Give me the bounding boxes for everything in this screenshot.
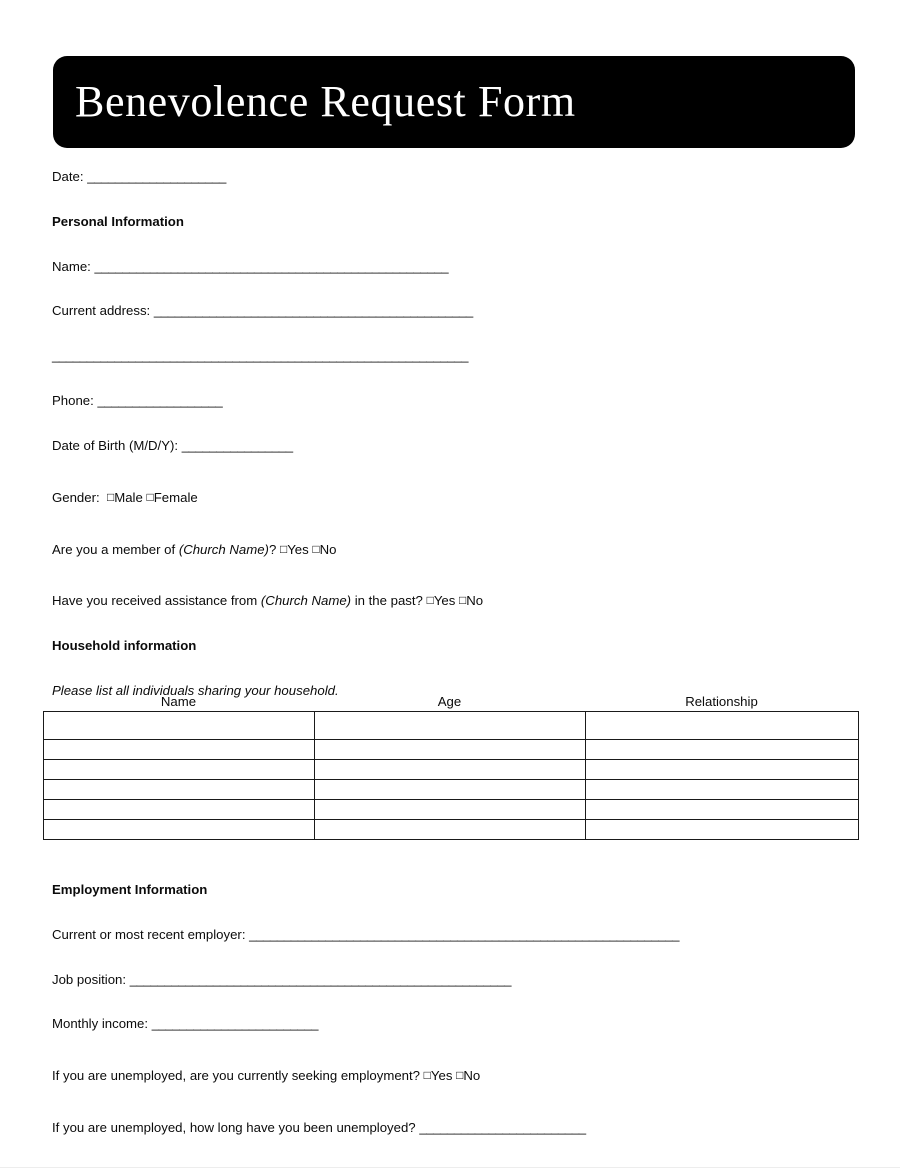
table-cell-age[interactable] — [315, 740, 586, 760]
employment-information-heading: Employment Information — [52, 882, 208, 897]
membership-question-prefix: Are you a member of — [52, 541, 179, 557]
membership-option-yes-label: Yes — [287, 541, 309, 557]
table-cell-age[interactable] — [315, 780, 586, 800]
name-fill-line[interactable]: ___________________________________________________ — [94, 258, 449, 274]
household-table-header-row — [43, 694, 858, 709]
job-position-label: Job position: — [52, 971, 130, 987]
table-cell-name[interactable] — [44, 800, 315, 820]
column-header-age: Age — [437, 694, 462, 709]
monthly-income-fill-line[interactable]: ________________________ — [151, 1016, 319, 1032]
table-cell-relationship[interactable] — [586, 760, 859, 780]
column-header-relationship: Relationship — [685, 694, 758, 709]
household-information-heading: Household information — [52, 638, 197, 654]
table-cell-relationship[interactable] — [586, 820, 859, 840]
table-row — [44, 760, 859, 780]
date-field-row — [52, 168, 862, 186]
seeking-employment-option-no-label: No — [463, 1068, 481, 1084]
personal-information-heading: Personal Information — [52, 213, 184, 229]
checkbox-membership-no[interactable]: □ — [312, 541, 320, 556]
unemployment-duration-question: If you are unemployed, how long have you been unemployed? — [52, 1120, 420, 1136]
address-second-line-row — [52, 347, 862, 365]
table-cell-age[interactable] — [315, 712, 586, 740]
gender-field-row — [52, 489, 862, 507]
checkbox-membership-yes[interactable]: □ — [279, 541, 288, 556]
address-fill-line-2[interactable]: ____________________________________________________________ — [52, 348, 469, 364]
date-label: Date: — [52, 169, 88, 184]
name-field-row — [52, 258, 862, 276]
employer-fill-line[interactable]: ______________________________________________________________ — [249, 926, 680, 942]
name-label: Name: — [52, 258, 95, 274]
gender-option-female-label: Female — [153, 489, 198, 505]
checkbox-seeking-employment-yes[interactable]: □ — [423, 1068, 431, 1083]
date-of-birth-field-row — [52, 437, 862, 455]
seeking-employment-option-yes-label: Yes — [430, 1068, 453, 1084]
table-cell-age[interactable] — [315, 760, 586, 780]
date-of-birth-fill-line[interactable]: ________________ — [181, 437, 293, 453]
employer-label: Current or most recent employer: — [52, 926, 250, 942]
phone-label: Phone: — [52, 393, 98, 409]
household-instruction: Please list all individuals sharing your household. — [52, 682, 339, 698]
table-cell-name[interactable] — [44, 760, 315, 780]
phone-field-row — [52, 392, 862, 410]
table-cell-age[interactable] — [315, 820, 586, 840]
table-cell-relationship[interactable] — [586, 800, 859, 820]
checkbox-prior-assistance-yes[interactable]: □ — [426, 593, 434, 608]
table-cell-relationship[interactable] — [586, 780, 859, 800]
seeking-employment-question: If you are unemployed, are you currently seeking employment? — [52, 1068, 420, 1084]
employment-section — [52, 881, 862, 1137]
table-row — [44, 740, 859, 760]
table-row — [44, 820, 859, 840]
church-membership-row — [52, 541, 862, 559]
prior-assistance-option-yes-label: Yes — [433, 593, 456, 609]
table-row — [44, 800, 859, 820]
date-of-birth-label: Date of Birth (M/D/Y): — [52, 437, 182, 453]
unemployment-duration-row — [52, 1119, 862, 1137]
title-banner — [53, 56, 855, 148]
job-position-fill-line[interactable]: _______________________________________________________ — [129, 971, 512, 987]
table-row — [44, 712, 859, 740]
household-table — [43, 711, 859, 840]
table-cell-name[interactable] — [44, 780, 315, 800]
address-label: Current address: — [52, 303, 154, 319]
job-position-field-row — [52, 971, 862, 989]
table-cell-name[interactable] — [44, 740, 315, 760]
prior-assistance-question-suffix: in the past? — [351, 593, 423, 609]
unemployment-duration-fill-line[interactable]: ________________________ — [419, 1120, 586, 1136]
checkbox-prior-assistance-no[interactable]: □ — [459, 593, 467, 608]
prior-assistance-question-prefix: Have you received assistance from — [52, 593, 261, 609]
table-cell-name[interactable] — [44, 712, 315, 740]
date-fill-line[interactable]: ____________________ — [87, 169, 226, 184]
form-body — [52, 168, 862, 700]
membership-church-name: (Church Name) — [178, 541, 269, 557]
monthly-income-field-row — [52, 1015, 862, 1033]
gender-option-male-label: Male — [114, 489, 143, 505]
employer-field-row — [52, 926, 862, 944]
checkbox-seeking-employment-no[interactable]: □ — [456, 1068, 464, 1083]
seeking-employment-row — [52, 1067, 862, 1085]
monthly-income-label: Monthly income: — [52, 1016, 152, 1032]
address-fill-line[interactable]: ______________________________________________ — [153, 303, 473, 319]
page-title: Benevolence Request Form — [75, 77, 576, 126]
prior-assistance-church-name: (Church Name) — [260, 593, 352, 609]
table-cell-name[interactable] — [44, 820, 315, 840]
table-cell-age[interactable] — [315, 800, 586, 820]
address-field-row — [52, 302, 862, 320]
checkbox-gender-male[interactable]: □ — [106, 489, 115, 504]
phone-fill-line[interactable]: __________________ — [97, 393, 223, 409]
gender-label: Gender: — [52, 489, 100, 505]
membership-question-suffix: ? — [268, 541, 277, 557]
table-cell-relationship[interactable] — [586, 712, 859, 740]
prior-assistance-option-no-label: No — [466, 593, 484, 609]
membership-option-no-label: No — [319, 541, 337, 557]
prior-assistance-row — [52, 592, 862, 610]
table-cell-relationship[interactable] — [586, 740, 859, 760]
column-header-name: Name — [160, 694, 197, 709]
household-table-wrapper — [43, 694, 858, 840]
table-row — [44, 780, 859, 800]
checkbox-gender-female[interactable]: □ — [146, 489, 154, 504]
